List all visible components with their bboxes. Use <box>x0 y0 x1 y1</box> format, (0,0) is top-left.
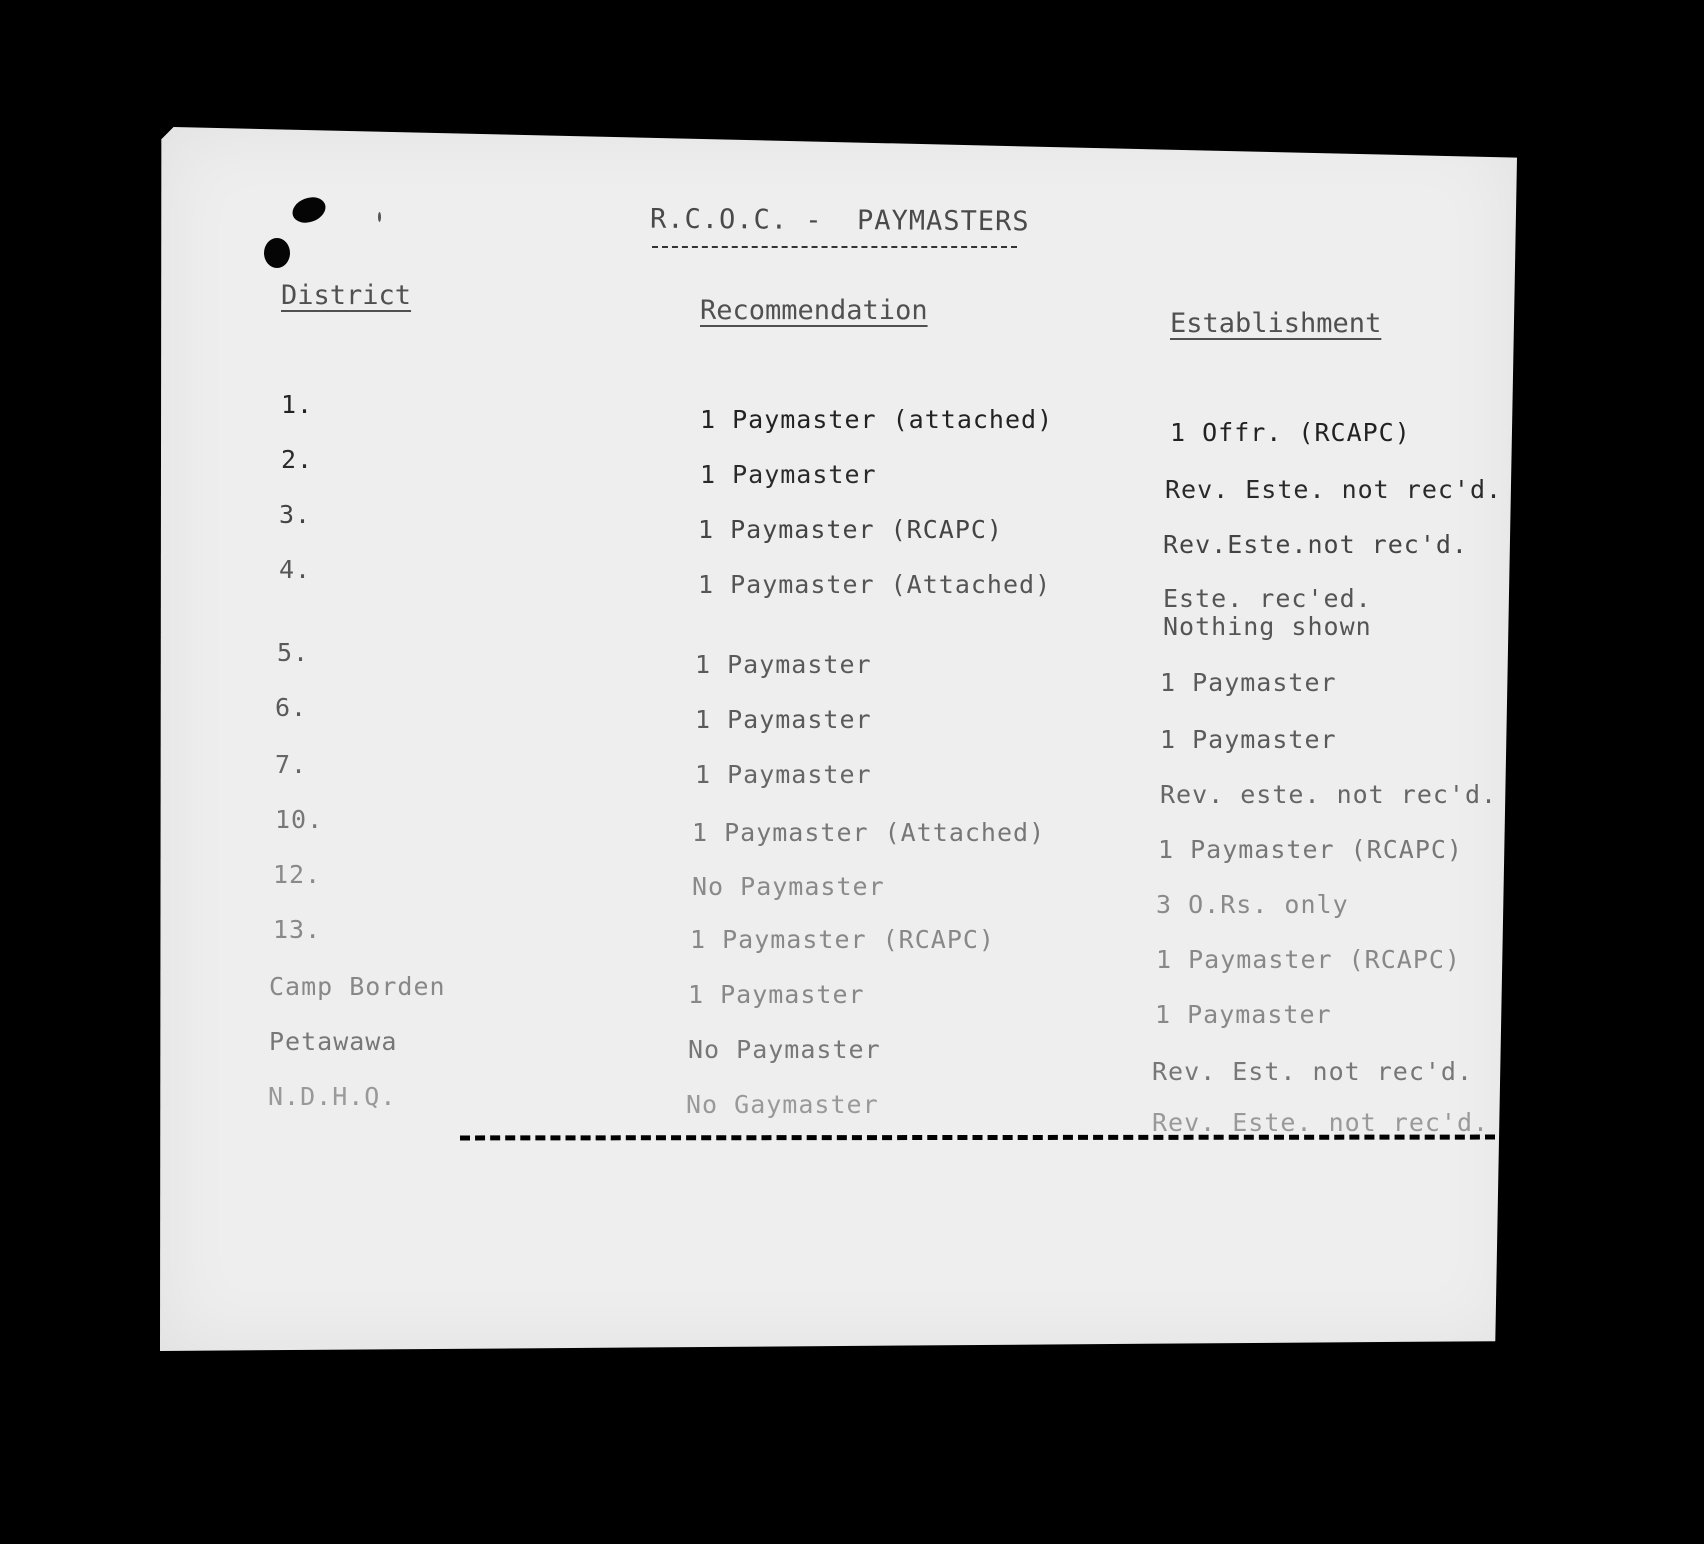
recommendation-cell: No Gaymaster <box>686 1090 879 1119</box>
header-establishment: Establishment <box>1170 308 1382 339</box>
recommendation-cell: 1 Paymaster (RCAPC) <box>690 925 995 954</box>
recommendation-cell: 1 Paymaster (attached) <box>700 405 1054 434</box>
establishment-cell: 1 Paymaster <box>1160 725 1337 754</box>
dashed-rule <box>460 1135 1495 1141</box>
recommendation-cell: 1 Paymaster (RCAPC) <box>698 515 1003 544</box>
recommendation-cell: 1 Paymaster <box>700 460 877 489</box>
recommendation-cell: 1 Paymaster (Attached) <box>692 818 1046 847</box>
establishment-cell: 1 Paymaster (RCAPC) <box>1158 835 1463 864</box>
recommendation-cell: 1 Paymaster <box>695 650 872 679</box>
district-cell: 10. <box>275 805 324 834</box>
establishment-cell: Rev. este. not rec'd. <box>1160 780 1498 809</box>
establishment-cell: 1 Offr. (RCAPC) <box>1170 418 1411 447</box>
district-cell: 5. <box>277 638 310 667</box>
district-cell: 7. <box>275 750 308 779</box>
document-title: R.C.O.C. - PAYMASTERS <box>649 203 1030 238</box>
district-cell: 1. <box>281 390 314 419</box>
district-cell: 4. <box>279 555 312 584</box>
district-cell: Petawawa <box>269 1027 398 1056</box>
establishment-cell: 1 Paymaster <box>1155 1000 1332 1029</box>
recommendation-cell: No Paymaster <box>688 1035 881 1064</box>
establishment-cell: Rev.Este.not rec'd. <box>1163 530 1468 559</box>
ink-speck <box>378 212 381 222</box>
district-cell: Camp Borden <box>269 972 446 1001</box>
district-cell: 3. <box>279 500 312 529</box>
header-district: District <box>281 280 412 311</box>
establishment-cell: 1 Paymaster (RCAPC) <box>1156 945 1461 974</box>
establishment-cell: 1 Paymaster <box>1160 668 1337 697</box>
title-underline <box>652 246 1017 248</box>
district-cell: 13. <box>273 915 322 944</box>
recommendation-cell: 1 Paymaster <box>695 760 872 789</box>
header-recommendation: Recommendation <box>700 295 928 326</box>
recommendation-cell: 1 Paymaster <box>688 980 865 1009</box>
recommendation-cell: 1 Paymaster (Attached) <box>698 570 1052 599</box>
recommendation-cell: No Paymaster <box>692 872 885 901</box>
district-cell: 2. <box>281 445 314 474</box>
establishment-cell: Rev. Est. not rec'd. <box>1152 1057 1474 1086</box>
establishment-cell: Rev. Este. not rec'd. <box>1152 1108 1490 1137</box>
ink-blot <box>264 238 290 268</box>
district-cell: 6. <box>275 693 308 722</box>
district-cell: 12. <box>273 860 322 889</box>
establishment-cell: Este. rec'ed. Nothing shown <box>1163 584 1372 641</box>
district-cell: N.D.H.Q. <box>268 1082 397 1111</box>
establishment-cell: Rev. Este. not rec'd. <box>1165 475 1503 504</box>
establishment-cell: 3 O.Rs. only <box>1156 890 1349 919</box>
recommendation-cell: 1 Paymaster <box>695 705 872 734</box>
